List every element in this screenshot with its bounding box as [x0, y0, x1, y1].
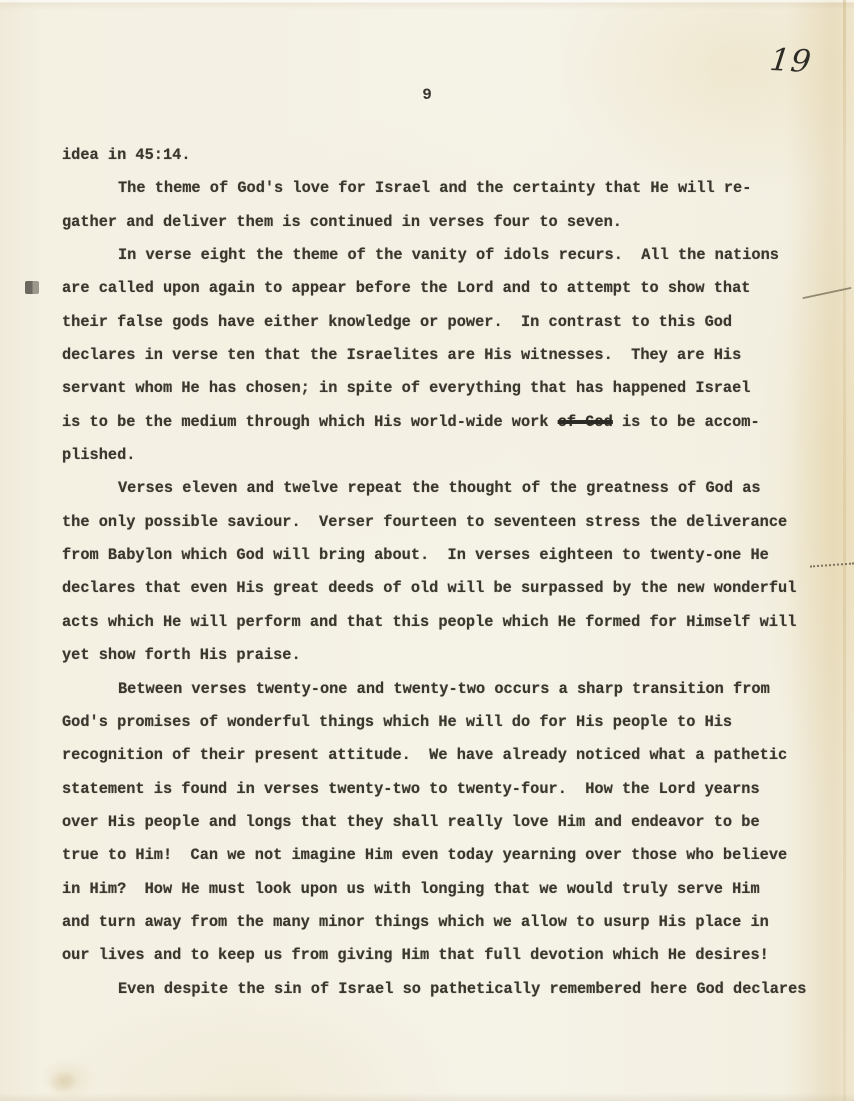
text-segment: acts which He will perform and that this people which He formed for Himself will: [62, 612, 797, 631]
text-line: [62, 739, 822, 772]
text-line: [62, 506, 822, 539]
text-line: [62, 773, 822, 806]
text-segment: plished.: [62, 446, 136, 465]
text-segment: The theme of God's love for Israel and the certainty that He will re-: [118, 179, 752, 198]
text-segment: are called upon again to appear before the Lord and to attempt to show that: [62, 279, 751, 298]
text-segment: and turn away from the many minor things which we allow to usurp His place in: [62, 912, 769, 931]
text-segment: our lives and to keep us from giving Him that full devotion which He desires!: [62, 946, 769, 965]
text-line: [62, 372, 822, 405]
text-line: [62, 706, 822, 739]
text-segment: Verses eleven and twelve repeat the thought of the greatness of God as: [118, 479, 761, 498]
text-segment: yet show forth His praise.: [62, 646, 301, 665]
text-line: [62, 906, 822, 939]
text-line: [62, 139, 822, 172]
text-line: [62, 873, 822, 906]
text-line: [62, 839, 822, 872]
text-segment: Even despite the sin of Israel so pathetically remembered here God declares: [118, 979, 807, 998]
text-segment: statement is found in verses twenty-two to twenty-four. How the Lord yearns: [62, 779, 760, 798]
text-line: [62, 572, 822, 605]
ink-smudge-mark: [25, 281, 39, 294]
text-segment: from Babylon which God will bring about. In verses eighteen to twenty-one He: [62, 546, 769, 565]
paper-stain: [48, 1070, 78, 1094]
text-line: [62, 606, 822, 639]
text-line: [62, 806, 822, 839]
text-line: [62, 973, 822, 1006]
typed-text-block: [62, 139, 822, 1006]
text-segment: In verse eight the theme of the vanity of idols recurs. All the nations: [118, 246, 779, 265]
typed-page-number: 9: [422, 86, 432, 104]
text-line: [62, 673, 822, 706]
text-line: [62, 306, 822, 339]
text-line: [62, 206, 822, 239]
text-segment: over His people and longs that they shall really love Him and endeavor to be: [62, 812, 760, 831]
text-line: [62, 472, 822, 505]
text-line: [62, 539, 822, 572]
text-segment: gather and deliver them is continued in verses four to seven.: [62, 212, 622, 231]
text-line: [62, 239, 822, 272]
handwritten-page-number: 19: [767, 42, 814, 80]
text-segment: Between verses twenty-one and twenty-two occurs a sharp transition from: [118, 679, 770, 698]
struck-out-text: of God: [557, 412, 613, 431]
text-segment: idea in 45:14.: [62, 146, 191, 164]
text-segment: in Him? How He must look upon us with longing that we would truly serve Him: [62, 879, 760, 898]
text-line: [62, 339, 822, 372]
text-segment: declares that even His great deeds of old will be surpassed by the new wonderful: [62, 579, 797, 598]
text-segment: the only possible saviour. Verser fourteen to seventeen stress the deliverance: [62, 512, 788, 531]
text-segment: is to be the medium through which His world-wide work: [62, 412, 558, 431]
text-line: [62, 172, 822, 205]
text-segment: servant whom He has chosen; in spite of everything that has happened Israel: [62, 379, 751, 398]
paper-fold-line: [843, 0, 846, 1101]
text-line: [62, 639, 822, 672]
text-segment: recognition of their present attitude. We have already noticed what a pathetic: [62, 746, 788, 765]
text-line: [62, 272, 822, 305]
text-segment: their false gods have either knowledge or power. In contrast to this God: [62, 312, 733, 331]
text-line: [62, 439, 822, 472]
text-segment: declares in verse ten that the Israelites are His witnesses. They are His: [62, 346, 742, 365]
text-line: [62, 939, 822, 972]
text-segment: true to Him! Can we not imagine Him even today yearning over those who believe: [62, 846, 788, 865]
text-segment: God's promises of wonderful things which He will do for His people to His: [62, 712, 733, 731]
text-line: [62, 406, 822, 439]
text-segment: is to be accom-: [612, 412, 760, 431]
